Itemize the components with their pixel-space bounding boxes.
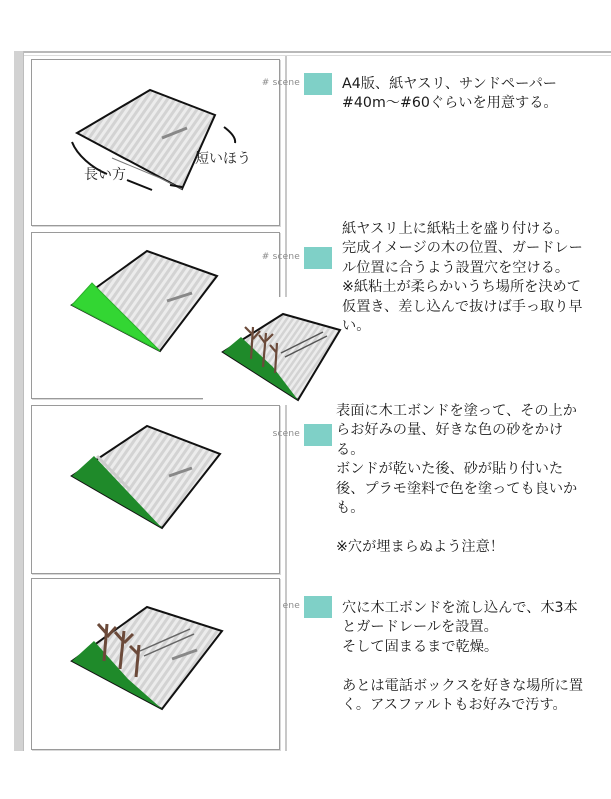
scene-tag-label: # scene (261, 252, 300, 262)
scene-tag-swatch (304, 73, 332, 95)
step-4-scene-tag[interactable] (240, 596, 332, 618)
step-2-note: 紙ヤスリ上に紙粘土を盛り付ける。 完成イメージの木の位置、ガードレール位置に合うよう設置穴を空ける。 ※紙粘土が柔らかいうち場所を決めて仮置き、差し込んで抜けば手っ取り早い。 (342, 221, 583, 335)
label-long-side: 長い方 (84, 167, 126, 183)
step-3-scene-tag[interactable] (240, 424, 332, 446)
frame-top-border-inner (14, 55, 611, 56)
scene-tag-swatch (304, 596, 332, 618)
step-3-note: 表面に木工ボンドを塗って、その上からお好みの量、好きな色の砂をかける。 ボンドが乾いた後、砂が貼り付いた後、プラモ塗料で色を塗っても良いかも。 ※穴が埋まらぬよう注意！ (336, 403, 578, 555)
scene-tag-swatch (304, 247, 332, 269)
scene-tag-label: # scene (261, 78, 300, 88)
step-2-scene-tag[interactable] (240, 247, 332, 269)
frame-top-border (14, 51, 611, 53)
step-1-note: A4版、紙ヤスリ、サンドペーパー#40m〜#60ぐらいを用意する。 (342, 76, 558, 112)
step-1-scene-tag[interactable] (240, 73, 332, 95)
label-short-side: 短いほう (195, 151, 251, 167)
scene-tag-label: ene (282, 601, 300, 611)
step-4-note: 穴に木工ボンドを流し込んで、木3本とガードレールを設置。 そして固まるまで乾燥。 あとは電話ボックスを好きな場所に置く。アスファルトもお好みで汚す。 (342, 600, 584, 714)
scene-tag-swatch (304, 424, 332, 446)
scene-tag-label: scene (272, 429, 300, 439)
mid-step-overlay-image[interactable] (203, 297, 343, 405)
frame-left-rail (14, 51, 24, 751)
holes-and-trees-illustration (203, 297, 343, 405)
